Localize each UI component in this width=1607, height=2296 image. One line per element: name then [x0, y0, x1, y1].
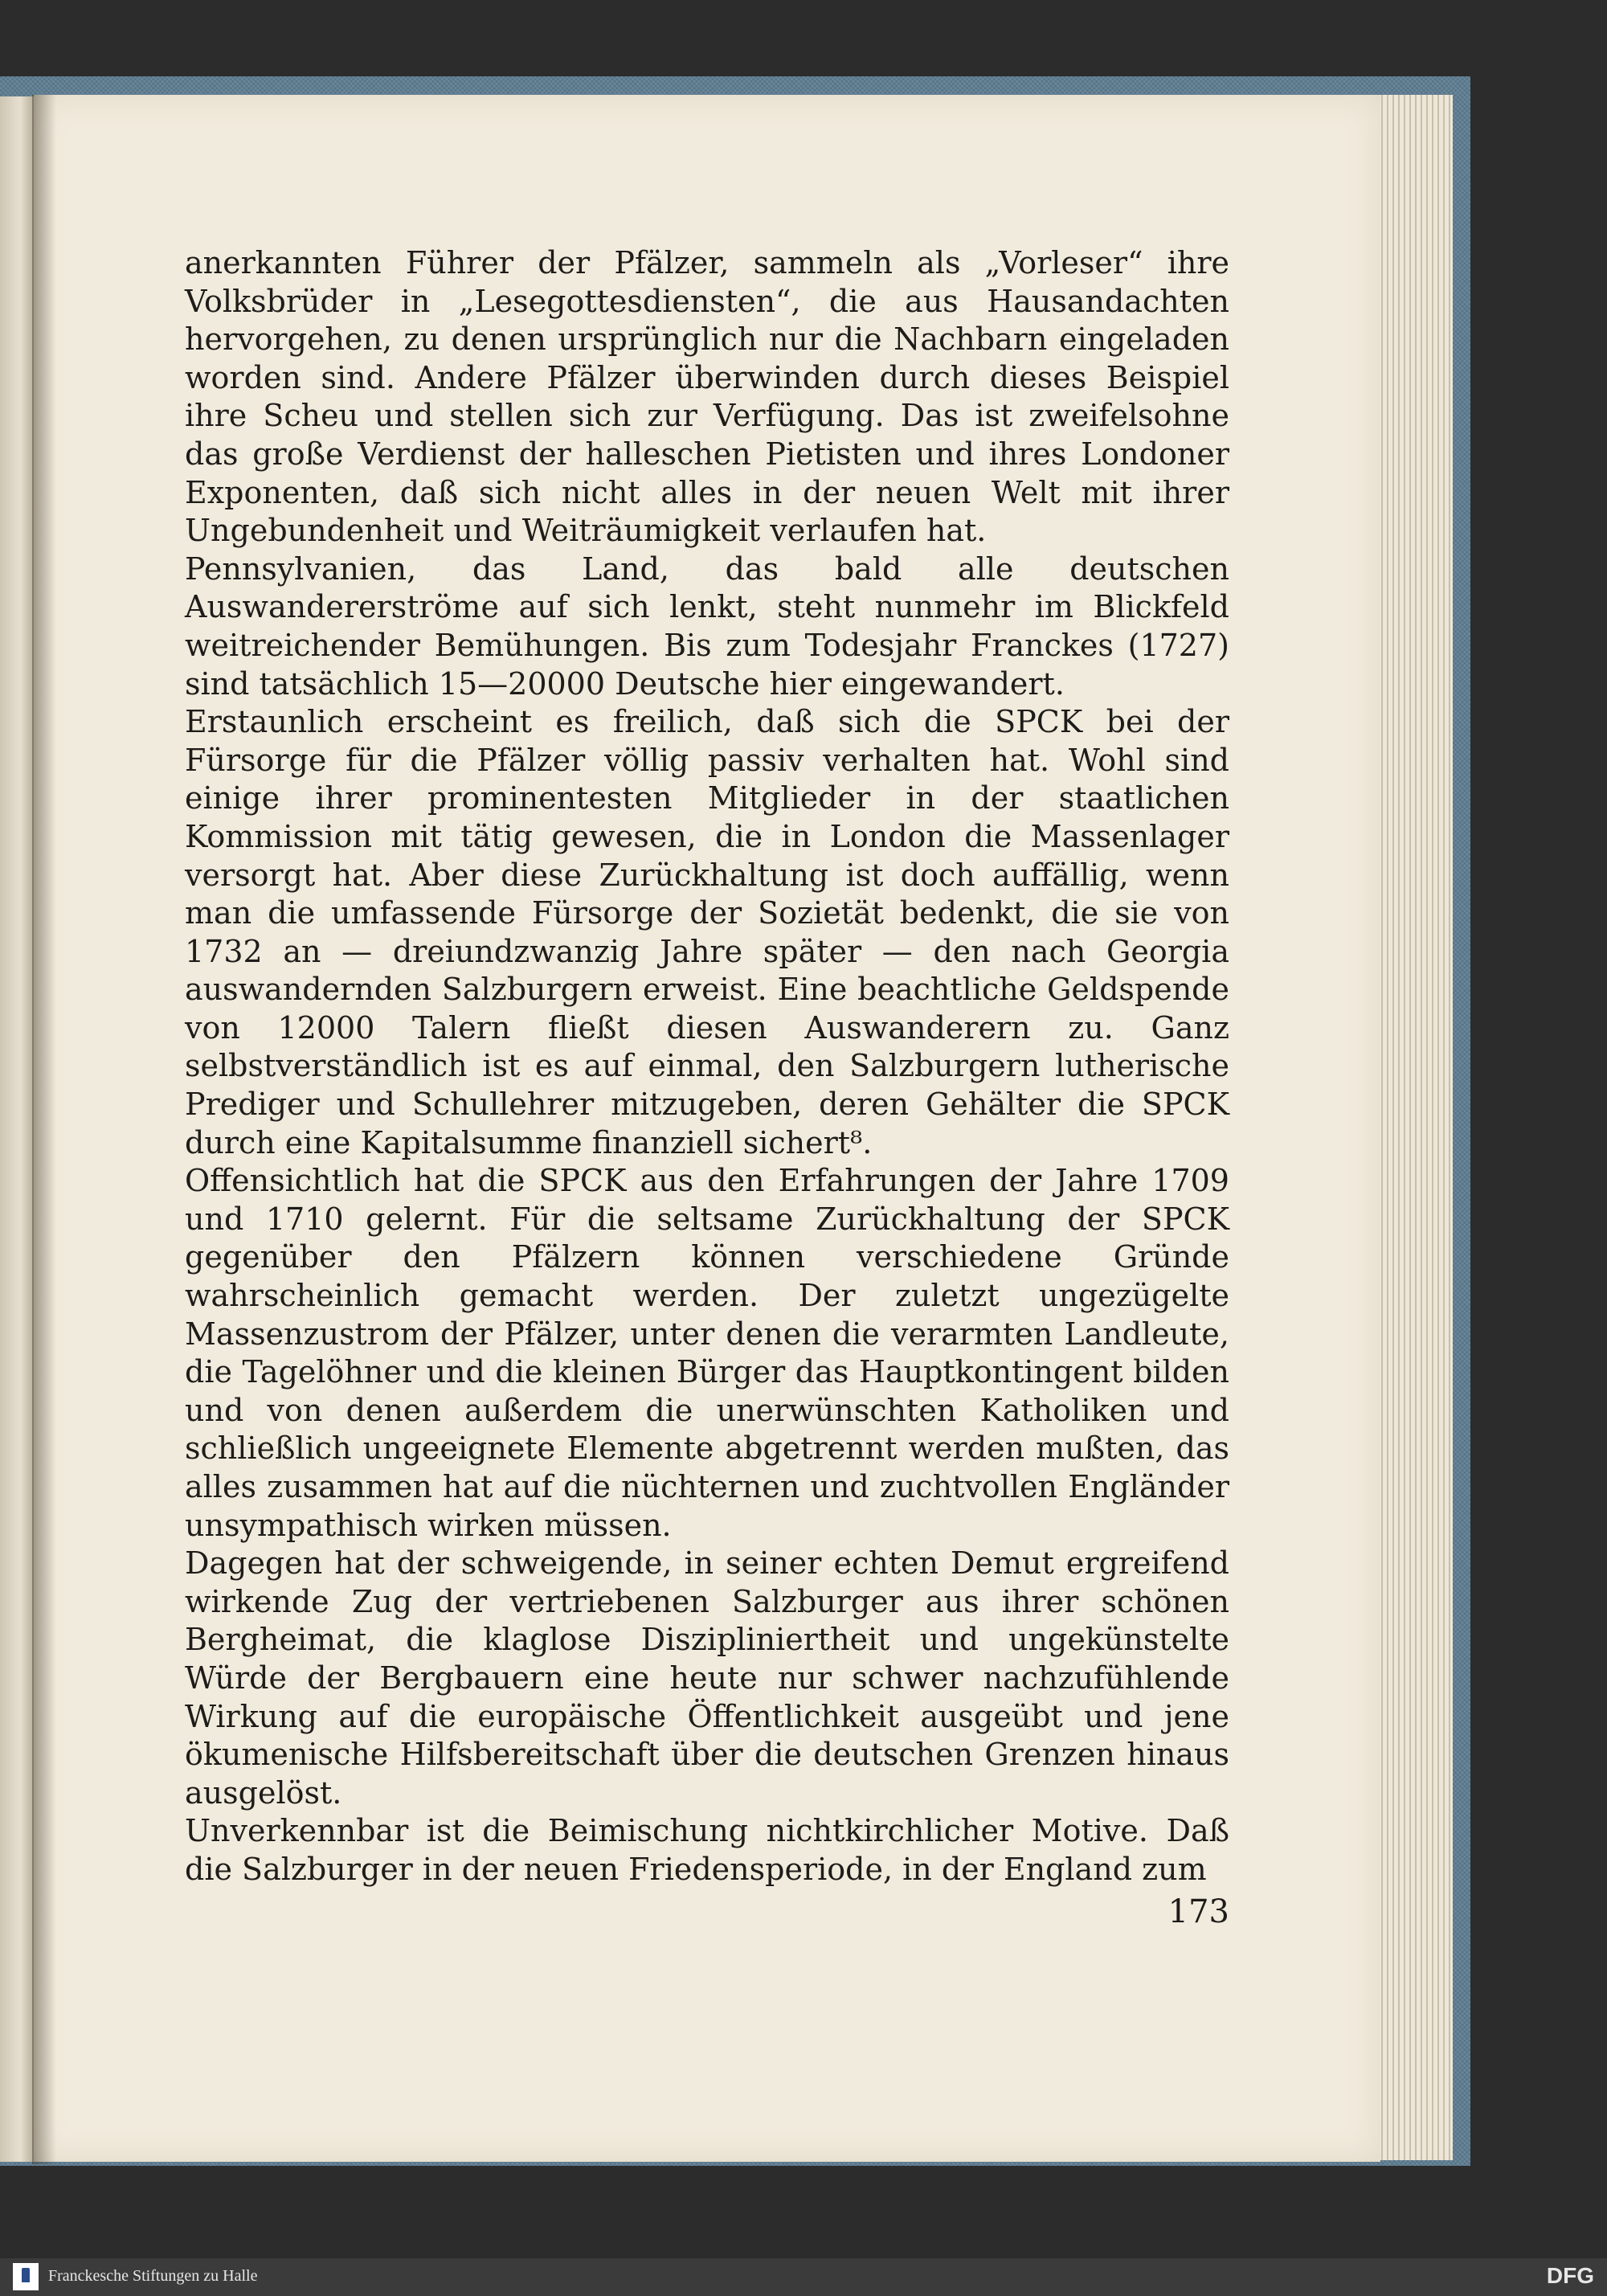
book-page	[34, 95, 1380, 2162]
page-number: 173	[1167, 1893, 1229, 1930]
gutter-shadow	[32, 95, 56, 2164]
dfg-logo: DFG	[1546, 2263, 1594, 2288]
paragraph: Erstaunlich erscheint es freilich, daß sich die SPCK bei der Fürsorge für die Pfälzer völlig passiv verhalten hat. Wohl sind einige ihrer prominentesten Mitglieder in der staatlichen Kommission mit tätig gewesen, die in London die Massenlager versorgt hat. Aber diese Zurückhaltung ist doch auffällig, wenn man die umfassende Fürsorge der Sozietät bedenkt, die sie von 1732 an — dreiundzwanzig Jahre später — den nach Georgia auswandernden Salzburgern erweist. Eine beachtliche Geldspende von 12000 Talern fließt diesen Auswanderern zu. Ganz selbstverständlich ist es auf einmal, den Salzburgern lutherische Prediger und Schullehrer mitzugeben, deren Gehälter die SPCK durch eine Kapitalsumme finanziell sichert⁸.	[185, 704, 1229, 1160]
paragraph: Pennsylvanien, das Land, das bald alle deutschen Auswandererströme auf sich lenkt, steht nunmehr im Blickfeld weitreichender Bemühungen. Bis zum Todesjahr Franckes (1727) sind tatsächlich 15—20000 Deutsche hier eingewandert.	[185, 550, 1229, 702]
institution-logo-icon	[13, 2263, 39, 2290]
paragraph: Offensichtlich hat die SPCK aus den Erfahrungen der Jahre 1709 und 1710 gelernt. Für die seltsame Zurückhaltung der SPCK gegenüber den Pfälzern können verschiedene Gründe wahrscheinlich gemacht werden. Der zuletzt ungezügelte Massenzustrom der Pfälzer, unter denen die verarmten Landleute, die Tagelöhner und die kleinen Bürger das Hauptkontingent bilden und von denen außerdem die unerwünschten Katholiken und schließlich ungeeignete Elemente abgetrennt werden mußten, das alles zusammen hat auf die nüchternen und zuchtvollen Engländer unsympathisch wirken müssen.	[185, 1163, 1229, 1543]
facing-page-edge	[0, 96, 34, 2162]
footer-bar	[0, 2258, 1607, 2296]
paragraph: Unverkennbar ist die Beimischung nichtkirchlicher Motive. Daß die Salzburger in der neuen Friedensperiode, in der England zum	[185, 1813, 1229, 1887]
logo-mark	[22, 2268, 30, 2282]
paragraph: Dagegen hat der schweigende, in seiner echten Demut ergreifend wirkende Zug der vertriebenen Salzburger aus ihrer schönen Bergheimat, die klaglose Diszipliniertheit und ungekünstelte Würde der Bergbauern eine heute nur schwer nachzufühlende Wirkung auf die europäische Öffentlichkeit ausgeübt und jene ökumenische Hilfsbereitschaft über die deutschen Grenzen hinaus ausgelöst.	[185, 1545, 1229, 1811]
body-text	[185, 244, 1229, 1889]
institution-name: Franckesche Stiftungen zu Halle	[48, 2267, 258, 2285]
paragraph: anerkannten Führer der Pfälzer, sammeln als „Vorleser“ ihre Volksbrüder in „Lesegottesdiensten“, die aus Hausandachten hervorgehen, zu denen ursprünglich nur die Nachbarn eingeladen worden sind. Andere Pfälzer überwinden durch dieses Beispiel ihre Scheu und stellen sich zur Verfügung. Das ist zweifelsohne das große Verdienst der halleschen Pietisten und ihres Londoner Exponenten, daß sich nicht alles in der neuen Welt mit ihrer Ungebundenheit und Weiträumigkeit verlaufen hat.	[185, 245, 1229, 549]
